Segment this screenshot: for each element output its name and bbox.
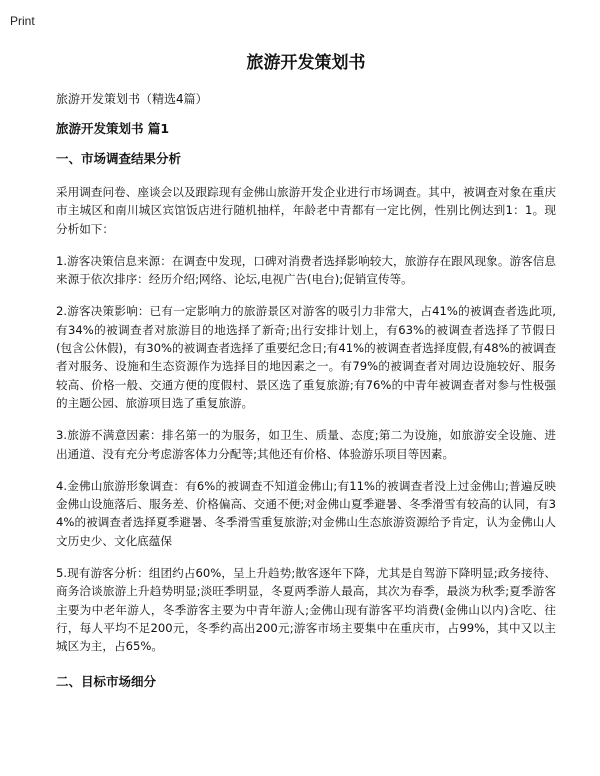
paragraph-info-source: 1.游客决策信息来源：在调查中发现，口碑对消费者选择影响较大，旅游存在跟风现象。游客信息来源于依次排序：经历介绍;网络、论坛,电视广告(电台);促销宣传等。	[56, 253, 556, 287]
part-heading: 旅游开发策划书 篇1	[56, 121, 170, 136]
document-title: 旅游开发策划书	[246, 53, 366, 73]
paragraph-current-visitors: 5.现有游客分析：组团约占60%，呈上升趋势;散客逐年下降，尤其是自驾游下降明显;政务接待、商务洽谈旅游上升趋势明显;淡旺季明显，冬夏两季游人最高，其次为春季，最淡为秋季;夏季游客主要为中老年游人，冬季游客主要为中青年游人;金佛山现有游客平均消费(金佛山以内)含吃、往行，每人平均不足200元，冬季约高出200元;游客市场主要集中在重庆市，占99%，其中又以主城区为主，占65%。	[56, 566, 556, 654]
section-heading-2: 二、目标市场细分	[56, 673, 157, 689]
print-link[interactable]: Print	[10, 14, 35, 28]
paragraph-decision-impact: 2.游客决策影响：已有一定影响力的旅游景区对游客的吸引力非常大，占41%的被调查者选此项,有34%的被调查者对旅游目的地选择了新奇;出行安排计划上，有63%的被调查者选择了节假日(包含公休假)，有30%的被调查者选择了重要纪念日;有41%的被调查者选择度假,有48%的被调查者对服务、设施和生态资源作为选择目的地因素之一。有79%的被调查者对周边设施较好、服务较高、价格一般、交通方便的度假村、景区选了重复旅游;有76%的中青年被调查者对参与性极强的主题公园、旅游项目选了重复旅游。	[56, 304, 556, 410]
paragraph-image-survey: 4.金佛山旅游形象调查：有6%的被调查不知道金佛山;有11%的被调查者没上过金佛山;普遍反映金佛山设施落后、服务差、价格偏高、交通不便;对金佛山夏季避暑、冬季滑雪有较高的认同，有34%的被调查者选择夏季避暑、冬季滑雪重复旅游;对金佛山生态旅游资源给予肯定，认为金佛山人文历史少、文化底蕴保	[56, 478, 556, 548]
document-page	[56, 50, 556, 691]
section-heading-1: 一、市场调查结果分析	[56, 151, 182, 166]
paragraph-dissatisfaction: 3.旅游不满意因素：排名第一的为服务，如卫生、质量、态度;第二为设施，如旅游安全设施、进出通道、没有充分考虑游客体力分配等;其他还有价格、体验游乐项目等因素。	[56, 428, 556, 461]
paragraph-intro: 采用调查问卷、座谈会以及跟踪现有金佛山旅游开发企业进行市场调查。其中，被调查对象在重庆市主城区和南川城区宾馆饭店进行随机抽样，年龄老中青都有一定比例，性别比例达到1：1。现分析如下：	[56, 185, 556, 236]
document-subtitle: 旅游开发策划书（精选4篇）	[56, 92, 208, 106]
